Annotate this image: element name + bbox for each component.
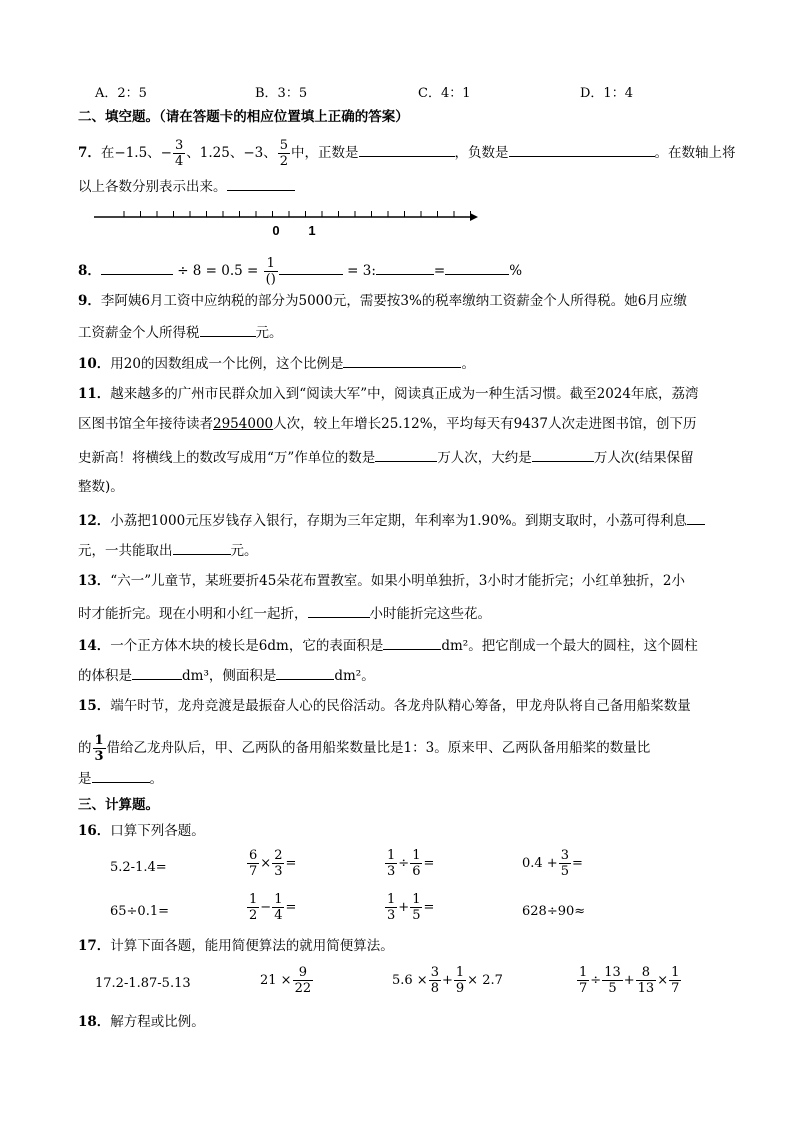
q17-number: 17． <box>78 938 111 954</box>
q14-blank-2[interactable] <box>132 665 182 680</box>
option-a: A．2：5 <box>95 86 147 101</box>
q15-number: 15． <box>78 698 111 714</box>
question-11-line-3 <box>78 447 694 467</box>
q10-text: 用20的因数组成一个比例，这个比例是 <box>110 356 344 372</box>
q8-text-1: ÷ 8 = 0.5 = <box>177 263 259 279</box>
q8-blank-4[interactable] <box>445 260 509 275</box>
q17-expr-4: $\frac{1}{7}$ ÷ $\frac{13}{5}$ + $\frac{8}{13}$ × $\frac{1}{7}$ <box>579 965 680 996</box>
q7-fraction-2: $\frac{5}{2}$ <box>279 138 289 169</box>
q11-blank-2[interactable] <box>532 447 594 462</box>
q8-blank-1[interactable] <box>101 260 173 275</box>
q16-calc-4: 0.4 + $\frac{3}{5}$ = <box>522 848 583 879</box>
q15-line-3b: 。 <box>149 771 163 787</box>
q7-text-pre: 在−1.5、− <box>100 145 172 161</box>
q12-number: 12． <box>78 513 111 529</box>
q8-fraction: $\frac{1}{()}$ <box>265 256 276 287</box>
question-15-line-3 <box>78 768 163 788</box>
q16-number: 16． <box>78 823 111 839</box>
q9-line-1: 李阿姨6月工资中应纳税的部分为5000元，需要按3%的税率缴纳工资薪金个人所得税。她6月应缴 <box>100 293 687 309</box>
q11-line-3c: 万人次(结果保留 <box>593 450 694 466</box>
q18-number: 18． <box>78 1014 111 1030</box>
q16-calc-3: $\frac{1}{3}$ ÷ $\frac{1}{6}$ = <box>387 848 435 879</box>
q15-line-2a: 的 <box>78 740 92 756</box>
q11-underlined-number: 2954000 <box>213 416 274 432</box>
q12-blank-2[interactable] <box>173 540 231 555</box>
question-15-line-2 <box>78 733 650 764</box>
q17-expr-3: 5.6 × $\frac{3}{8}$ + $\frac{1}{9}$ × 2.7 <box>392 965 503 996</box>
q11-line-3a: 史新高！将横线上的数改写成用“万”作单位的数是 <box>78 450 376 466</box>
axis-label-1: 1 <box>308 223 316 238</box>
question-11-line-4 <box>78 478 124 496</box>
question-8 <box>78 256 522 287</box>
q14-line-2b: dm³，侧面积是 <box>182 668 277 684</box>
q14-blank-1[interactable] <box>383 635 441 650</box>
question-11-line-2 <box>78 415 696 433</box>
q7-text-post: 。在数轴上将 <box>654 145 736 161</box>
number-line <box>90 205 490 241</box>
q9-line-2-unit: 元。 <box>255 325 283 341</box>
q8-text-3: = <box>433 263 446 279</box>
question-15 <box>78 697 691 715</box>
q10-number: 10． <box>78 356 111 372</box>
q8-blank-2[interactable] <box>279 260 343 275</box>
q7-text-mid: 、1.25、−3、 <box>186 145 277 161</box>
q15-line-3a: 是 <box>78 771 92 787</box>
q15-line-1: 端午时节，龙舟竞渡是最振奋人心的民俗活动。各龙舟队精心筹备，甲龙舟队将自己备用船桨数量 <box>110 698 691 714</box>
q8-blank-3[interactable] <box>376 260 434 275</box>
q8-text-4: % <box>509 263 523 279</box>
question-16 <box>78 822 205 840</box>
q7-numberline-blank[interactable] <box>227 176 295 191</box>
question-13-line-2 <box>78 603 491 623</box>
q14-line-1a: 一个正方体木块的棱长是6dm，它的表面积是 <box>110 638 384 654</box>
q13-line-2b: 小时能折完这些花。 <box>369 606 491 622</box>
q14-line-2a: 的体积是 <box>78 668 132 684</box>
question-7 <box>78 138 736 169</box>
q10-end: 。 <box>461 356 475 372</box>
q16-calc-6: $\frac{1}{2}$ − $\frac{1}{4}$ = <box>249 892 297 923</box>
option-b: B．3：5 <box>255 86 308 101</box>
q14-line-2c: dm²。 <box>334 668 375 684</box>
question-14-line-2 <box>78 665 375 685</box>
q13-blank[interactable] <box>308 603 370 618</box>
q17-expr-2: 21 × $\frac{9}{22}$ <box>260 965 312 996</box>
q7-fraction-1: $\frac{3}{4}$ <box>175 138 184 169</box>
q16-calc-5: 65÷0.1= <box>110 904 170 919</box>
q12-blank-1[interactable] <box>687 510 705 525</box>
axis-label-0: 0 <box>272 223 280 238</box>
q7-number: 7． <box>78 145 101 161</box>
q7-negative-blank[interactable] <box>509 142 655 157</box>
q16-calc-1: 5.2-1.4= <box>110 860 167 875</box>
q9-line-2-text: 工资薪金个人所得税 <box>78 325 200 341</box>
question-13 <box>78 572 685 590</box>
question-18 <box>78 1013 205 1031</box>
option-d: D．1：4 <box>580 86 633 101</box>
q16-title: 口算下列各题。 <box>110 823 205 839</box>
q14-number: 14． <box>78 638 111 654</box>
q15-blank[interactable] <box>92 768 150 783</box>
question-17 <box>78 937 394 955</box>
q11-line-2b: 人次，较上年增长25.12%，平均每天有9437人次走进图书馆，创下历 <box>273 416 697 432</box>
q8-number: 8． <box>78 263 101 279</box>
q9-blank[interactable] <box>200 322 256 337</box>
q11-line-3b: 万人次，大约是 <box>437 450 532 466</box>
q10-blank[interactable] <box>343 353 461 368</box>
q7-positive-blank[interactable] <box>359 142 455 157</box>
q11-number: 11． <box>78 386 111 402</box>
question-12-line-2 <box>78 540 258 560</box>
question-14 <box>78 635 698 655</box>
q17-expr-1: 17.2-1.87-5.13 <box>95 976 191 991</box>
option-c: C．4：1 <box>418 86 471 101</box>
q16-calc-2: $\frac{6}{7}$ × $\frac{2}{3}$ = <box>249 848 297 879</box>
q8-text-2: = 3: <box>347 263 376 279</box>
q17-title: 计算下面各题，能用简便算法的就用简便算法。 <box>110 938 394 954</box>
question-10 <box>78 353 475 373</box>
section-3-title: 三、计算题。 <box>78 797 159 813</box>
q7-negative-label: ，负数是 <box>454 145 509 161</box>
section-2-title: 二、填空题。（请在答题卡的相应位置填上正确的答案） <box>78 109 409 125</box>
q14-line-1b: dm²。把它削成一个最大的圆柱，这个圆柱 <box>441 638 698 654</box>
q14-blank-3[interactable] <box>276 665 334 680</box>
q11-blank-1[interactable] <box>375 447 437 462</box>
q11-line-4: 整数)。 <box>78 479 124 495</box>
q7-positive-label: 中，正数是 <box>291 145 359 161</box>
q13-line-2a: 时才能折完。现在小明和小红一起折， <box>78 606 308 622</box>
question-9 <box>78 292 687 310</box>
q7-line-2-text: 以上各数分别表示出来。 <box>78 179 227 195</box>
q9-number: 9． <box>78 293 101 309</box>
q11-line-1: 越来越多的广州市民群众加入到“阅读大军”中，阅读真正成为一种生活习惯。截至2024年底，荔湾 <box>110 386 699 402</box>
q12-line-1: 小荔把1000元压岁钱存入银行，存期为三年定期，年利率为1.90%。到期支取时，小荔可得利息 <box>110 513 688 529</box>
q15-line-2b: 借给乙龙舟队后，甲、乙两队的备用船桨数量比是1：3。原来甲、乙两队备用船桨的数量比 <box>106 740 651 756</box>
q18-title: 解方程或比例。 <box>110 1014 205 1030</box>
q16-calc-8: 628÷90≈ <box>522 904 586 919</box>
q12-line-2a: 元，一共能取出 <box>78 543 173 559</box>
q12-line-2b: 元。 <box>230 543 258 559</box>
question-9-line-2 <box>78 322 283 342</box>
q11-line-2a: 区图书馆全年接待读者 <box>78 416 213 432</box>
q15-fraction: $\frac{1}{3}$ <box>94 733 104 764</box>
q16-calc-7: $\frac{1}{3}$ + $\frac{1}{5}$ = <box>387 892 435 923</box>
q13-number: 13． <box>78 573 111 589</box>
question-12 <box>78 510 705 530</box>
question-7-line-2 <box>78 176 295 196</box>
q13-line-1: “六一”儿童节，某班要折45朵花布置教室。如果小明单独折，3小时才能折完；小红单独折，2小 <box>110 573 685 589</box>
question-11 <box>78 385 698 403</box>
